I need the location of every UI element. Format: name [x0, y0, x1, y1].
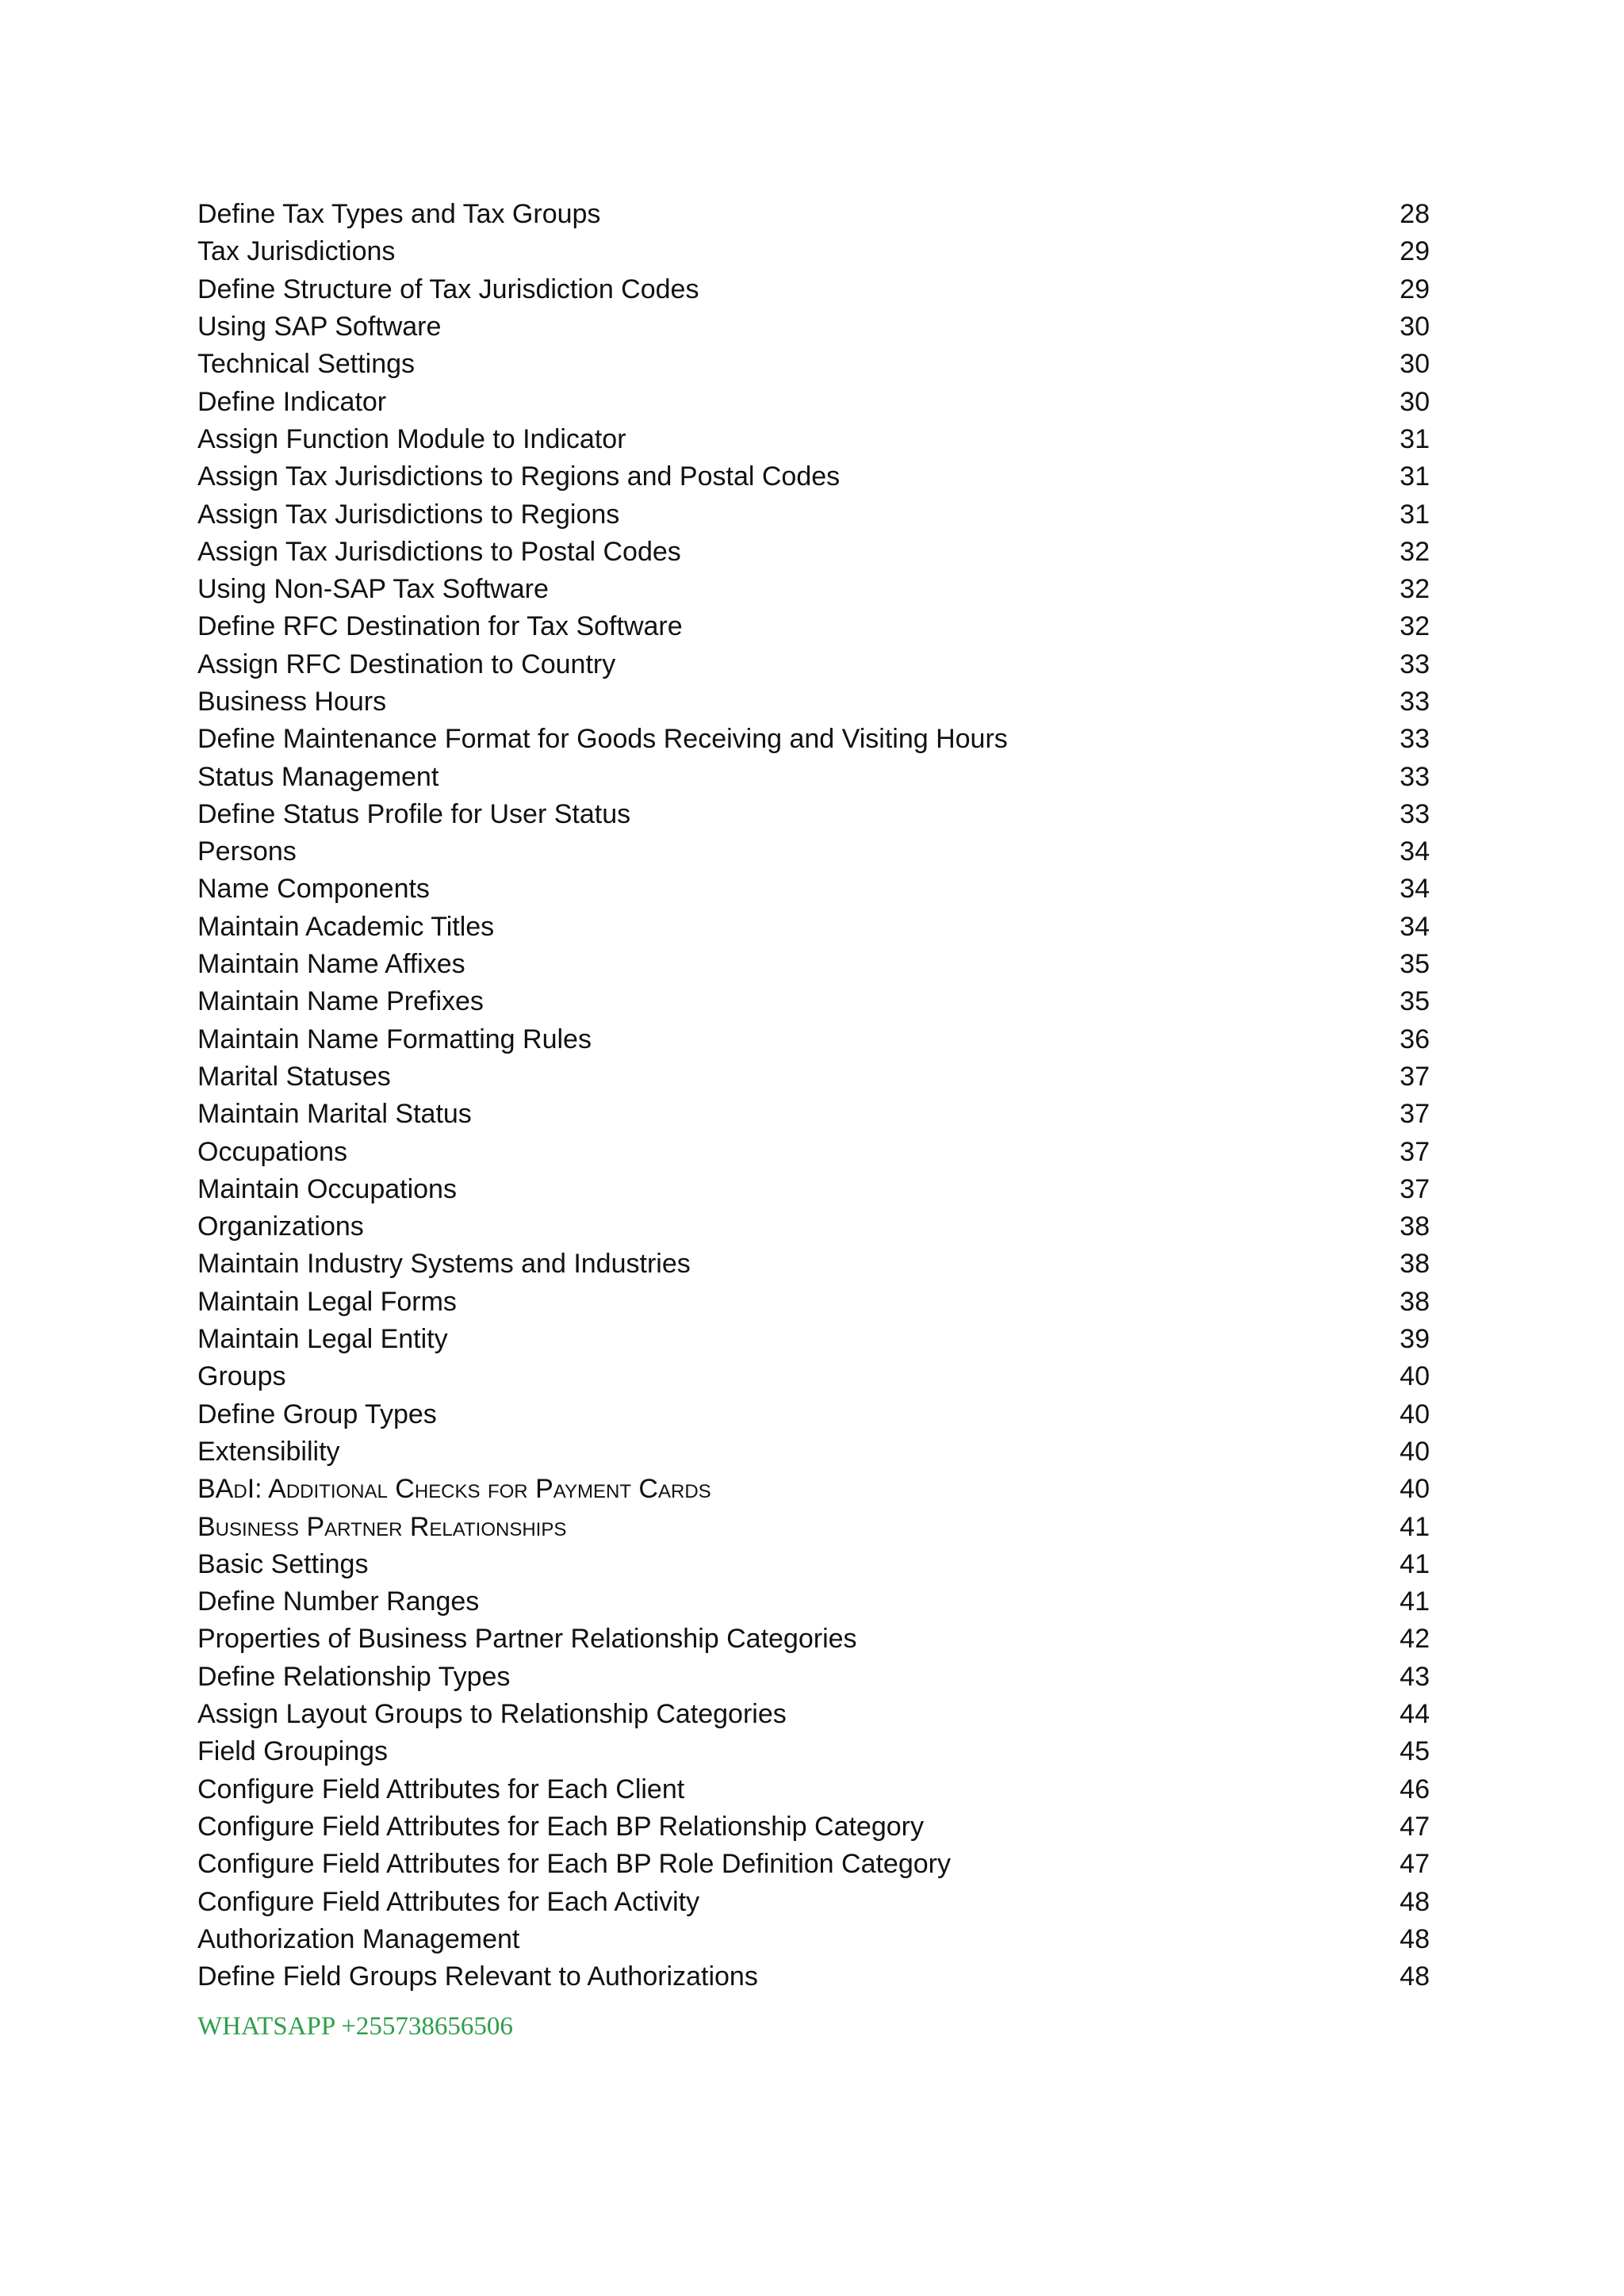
toc-entry-title: Assign Tax Jurisdictions to Postal Codes: [197, 536, 681, 567]
toc-entry[interactable]: [197, 1770, 1430, 1808]
toc-entry[interactable]: [197, 1583, 1430, 1621]
toc-entry[interactable]: [197, 871, 1430, 908]
toc-entry[interactable]: [197, 1433, 1430, 1471]
toc-entry[interactable]: [197, 721, 1430, 758]
toc-entry-page: 35: [1400, 986, 1430, 1017]
toc-entry-title: Configure Field Attributes for Each BP Relationship Category: [197, 1811, 924, 1842]
toc-entry-page: 46: [1400, 1774, 1430, 1804]
toc-entry-title: Authorization Management: [197, 1923, 520, 1954]
toc-entry-page: 42: [1400, 1624, 1430, 1655]
toc-entry-title: Status Management: [197, 761, 439, 792]
toc-entry-page: 47: [1400, 1811, 1430, 1842]
toc-entry-page: 38: [1400, 1211, 1430, 1242]
toc-entry[interactable]: [197, 421, 1430, 458]
toc-entry[interactable]: [197, 233, 1430, 270]
toc-entry[interactable]: [197, 796, 1430, 833]
toc-entry-page: 31: [1400, 499, 1430, 530]
toc-entry-page: 41: [1400, 1511, 1430, 1542]
toc-entry-title: Maintain Occupations: [197, 1173, 457, 1204]
toc-entry-title: Assign RFC Destination to Country: [197, 649, 616, 679]
toc-entry-title: Basic Settings: [197, 1548, 369, 1579]
toc-entry-title: Maintain Legal Entity: [197, 1324, 448, 1355]
toc-entry-title: Maintain Name Prefixes: [197, 986, 484, 1017]
toc-entry[interactable]: [197, 946, 1430, 983]
toc-entry-title: Define Group Types: [197, 1399, 437, 1429]
toc-entry-title: Groups: [197, 1361, 286, 1392]
toc-entry-page: 36: [1400, 1024, 1430, 1054]
toc-entry[interactable]: [197, 683, 1430, 721]
toc-entry-title: Maintain Industry Systems and Industries: [197, 1249, 691, 1280]
toc-entry[interactable]: [197, 758, 1430, 795]
toc-entry-title: BAdI: Additional Checks for Payment Cards: [197, 1474, 711, 1505]
toc-entry-page: 34: [1400, 836, 1430, 867]
toc-entry-page: 30: [1400, 349, 1430, 380]
toc-entry-page: 30: [1400, 312, 1430, 342]
toc-entry[interactable]: [197, 1883, 1430, 1920]
toc-entry-page: 37: [1400, 1099, 1430, 1130]
toc-entry-title: Assign Tax Jurisdictions to Regions and Postal Codes: [197, 461, 841, 492]
toc-entry-page: 32: [1400, 574, 1430, 605]
toc-entry[interactable]: [197, 496, 1430, 533]
toc-entry-page: 33: [1400, 649, 1430, 679]
toc-entry-title: Maintain Legal Forms: [197, 1286, 457, 1317]
toc-entry[interactable]: [197, 1021, 1430, 1058]
whatsapp-contact: WHATSAPP +255738656506: [197, 2012, 513, 2041]
toc-entry-page: 33: [1400, 761, 1430, 792]
toc-entry-page: 37: [1400, 1136, 1430, 1167]
toc-entry[interactable]: [197, 1358, 1430, 1395]
toc-entry-title: Tax Jurisdictions: [197, 236, 396, 267]
toc-entry[interactable]: [197, 909, 1430, 946]
toc-entry[interactable]: [197, 458, 1430, 496]
toc-entry[interactable]: [197, 1321, 1430, 1358]
toc-entry-title: Assign Layout Groups to Relationship Categories: [197, 1699, 787, 1730]
toc-entry-title: Business Partner Relationships: [197, 1511, 567, 1542]
toc-entry-title: Define Field Groups Relevant to Authorizations: [197, 1961, 758, 1992]
toc-entry-title: Assign Function Module to Indicator: [197, 423, 626, 454]
toc-entry-title: Name Components: [197, 874, 430, 905]
toc-entry-page: 48: [1400, 1886, 1430, 1917]
toc-entry-page: 47: [1400, 1849, 1430, 1880]
toc-entry-title: Organizations: [197, 1211, 364, 1242]
toc-entry-title: Marital Statuses: [197, 1061, 391, 1092]
toc-entry-page: 30: [1400, 386, 1430, 417]
toc-entry-page: 41: [1400, 1586, 1430, 1617]
toc-entry[interactable]: [197, 1096, 1430, 1133]
toc-entry-title: Define Tax Types and Tax Groups: [197, 199, 601, 230]
toc-entry-title: Extensibility: [197, 1436, 340, 1467]
toc-entry-page: 35: [1400, 949, 1430, 980]
toc-entry-page: 41: [1400, 1548, 1430, 1579]
toc-entry-page: 29: [1400, 236, 1430, 267]
toc-entry-page: 33: [1400, 798, 1430, 829]
toc-entry-page: 48: [1400, 1961, 1430, 1992]
toc-entry-title: Properties of Business Partner Relationship Categories: [197, 1624, 857, 1655]
toc-entry-page: 32: [1400, 536, 1430, 567]
toc-entry[interactable]: [197, 1508, 1430, 1545]
toc-entry-page: 34: [1400, 911, 1430, 942]
toc-entry-title: Define Status Profile for User Status: [197, 798, 631, 829]
toc-entry[interactable]: [197, 833, 1430, 871]
toc-entry-title: Business Hours: [197, 687, 387, 717]
toc-entry-page: 29: [1400, 274, 1430, 304]
toc-entry[interactable]: [197, 196, 1430, 233]
toc-entry-title: Maintain Academic Titles: [197, 911, 495, 942]
toc-entry-title: Using SAP Software: [197, 312, 442, 342]
toc-entry[interactable]: [197, 1958, 1430, 1996]
toc-entry-title: Maintain Name Formatting Rules: [197, 1024, 592, 1054]
toc-entry-page: 40: [1400, 1399, 1430, 1429]
toc-entry-title: Configure Field Attributes for Each BP Role Definition Category: [197, 1849, 951, 1880]
toc-entry-title: Define Relationship Types: [197, 1661, 511, 1692]
toc-entry-page: 33: [1400, 687, 1430, 717]
toc-entry[interactable]: [197, 1808, 1430, 1846]
toc-entry-page: 48: [1400, 1923, 1430, 1954]
toc-entry-page: 31: [1400, 423, 1430, 454]
toc-entry[interactable]: [197, 308, 1430, 346]
toc-entry-page: 38: [1400, 1286, 1430, 1317]
toc-entry-title: Persons: [197, 836, 297, 867]
toc-entry-title: Configure Field Attributes for Each Activity: [197, 1886, 700, 1917]
toc-entry-title: Configure Field Attributes for Each Client: [197, 1774, 685, 1804]
toc-entry-page: 32: [1400, 611, 1430, 642]
toc-entry-page: 37: [1400, 1173, 1430, 1204]
toc-entry[interactable]: [197, 271, 1430, 308]
toc-entry-title: Define Indicator: [197, 386, 387, 417]
toc-entry-page: 39: [1400, 1324, 1430, 1355]
toc-entry-title: Maintain Marital Status: [197, 1099, 472, 1130]
toc-entry[interactable]: [197, 1546, 1430, 1583]
toc-entry-title: Assign Tax Jurisdictions to Regions: [197, 499, 620, 530]
toc-entry[interactable]: [197, 608, 1430, 645]
toc-entry[interactable]: [197, 1396, 1430, 1433]
toc-entry[interactable]: [197, 571, 1430, 608]
table-of-contents: [197, 196, 1430, 1996]
toc-entry-title: Using Non-SAP Tax Software: [197, 574, 549, 605]
toc-entry[interactable]: [197, 983, 1430, 1020]
toc-entry-page: 33: [1400, 724, 1430, 755]
toc-entry-title: Define RFC Destination for Tax Software: [197, 611, 683, 642]
toc-entry[interactable]: [197, 1846, 1430, 1883]
toc-entry-page: 31: [1400, 461, 1430, 492]
toc-entry-page: 40: [1400, 1474, 1430, 1505]
toc-entry-title: Define Structure of Tax Jurisdiction Codes: [197, 274, 699, 304]
toc-entry[interactable]: [197, 1246, 1430, 1283]
toc-entry[interactable]: [197, 383, 1430, 420]
toc-entry[interactable]: [197, 1133, 1430, 1170]
toc-entry-page: 45: [1400, 1736, 1430, 1767]
toc-entry-title: Define Number Ranges: [197, 1586, 480, 1617]
toc-entry[interactable]: [197, 1471, 1430, 1508]
toc-entry[interactable]: [197, 1659, 1430, 1696]
toc-entry-page: 34: [1400, 874, 1430, 905]
toc-entry[interactable]: [197, 1284, 1430, 1321]
toc-entry[interactable]: [197, 1208, 1430, 1246]
toc-entry-page: 37: [1400, 1061, 1430, 1092]
toc-entry-page: 40: [1400, 1361, 1430, 1392]
toc-entry-title: Technical Settings: [197, 349, 416, 380]
toc-entry[interactable]: [197, 1921, 1430, 1958]
toc-entry[interactable]: [197, 346, 1430, 383]
toc-entry-title: Field Groupings: [197, 1736, 389, 1767]
toc-entry-title: Define Maintenance Format for Goods Receiving and Visiting Hours: [197, 724, 1008, 755]
toc-entry-page: 28: [1400, 199, 1430, 230]
toc-entry-title: Maintain Name Affixes: [197, 949, 465, 980]
toc-entry[interactable]: [197, 1171, 1430, 1208]
toc-entry-page: 40: [1400, 1436, 1430, 1467]
toc-entry-page: 38: [1400, 1249, 1430, 1280]
toc-entry[interactable]: [197, 534, 1430, 571]
toc-entry[interactable]: [197, 1696, 1430, 1733]
toc-entry[interactable]: [197, 1058, 1430, 1096]
toc-entry[interactable]: [197, 646, 1430, 683]
toc-entry[interactable]: [197, 1733, 1430, 1770]
toc-entry-title: Occupations: [197, 1136, 347, 1167]
toc-entry-page: 43: [1400, 1661, 1430, 1692]
toc-entry-page: 44: [1400, 1699, 1430, 1730]
toc-entry[interactable]: [197, 1621, 1430, 1658]
